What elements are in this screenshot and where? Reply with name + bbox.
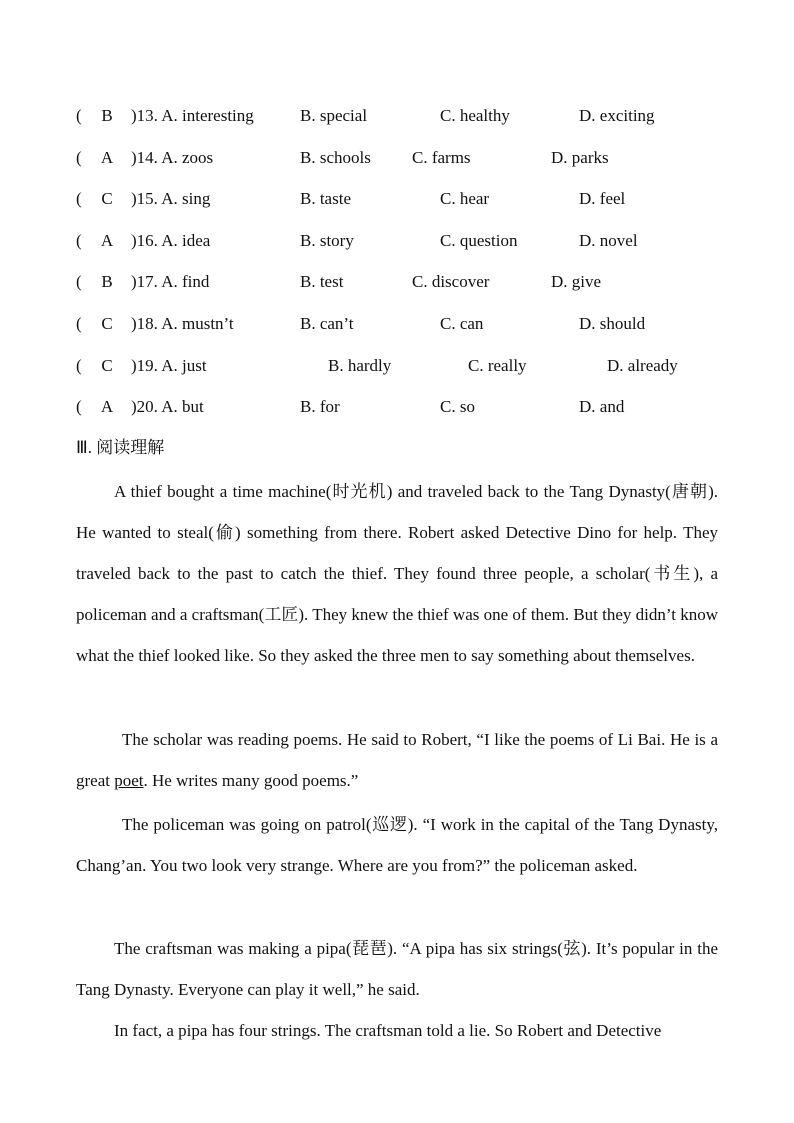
question-number-option-a: )14. A. zoos <box>131 148 214 167</box>
option-b: B. for <box>300 397 340 416</box>
option-b: B. test <box>300 272 344 291</box>
option-d: D. exciting <box>579 106 655 125</box>
section-title: Ⅲ. 阅读理解 <box>76 438 165 457</box>
answer-letter: B <box>101 106 113 125</box>
option-c: C. can <box>440 314 484 333</box>
paren-open: ( <box>76 314 82 333</box>
option-c: C. so <box>440 397 475 416</box>
option-b: B. can’t <box>300 314 354 333</box>
option-c: C. discover <box>412 272 490 291</box>
option-d: D. novel <box>579 231 638 250</box>
option-d: D. should <box>579 314 646 333</box>
option-c: C. really <box>468 356 527 375</box>
question-row-18 <box>76 312 736 336</box>
option-b: B. special <box>300 106 368 125</box>
answer-letter: C <box>101 314 113 333</box>
option-d: D. feel <box>579 189 626 208</box>
option-b: B. schools <box>300 148 371 167</box>
answer-letter: A <box>100 231 114 250</box>
option-c: C. question <box>440 231 518 250</box>
paren-open: ( <box>76 272 82 291</box>
option-b: B. story <box>300 231 354 250</box>
option-d: D. already <box>607 356 678 375</box>
paren-open: ( <box>76 397 82 416</box>
passage-paragraph-2 <box>76 719 718 801</box>
option-c: C. hear <box>440 189 490 208</box>
passage-paragraph-1: A thief bought a time machine(时光机) and traveled back to the Tang Dynasty(唐朝). He wanted to steal(偷) something from there. Robert asked Detective Dino for help. They traveled back to the past to catch the thief. They found three people, a scholar(书生), a policeman and a craftsman(工匠). They knew the thief was one of them. But they didn’t know what the thief looked like. So they asked the three men to say something about themselves. <box>76 482 718 665</box>
option-d: D. and <box>579 397 625 416</box>
question-number-option-a: )19. A. just <box>131 356 207 375</box>
question-number-option-a: )16. A. idea <box>131 231 211 250</box>
answer-letter: B <box>101 272 113 291</box>
passage-paragraph-4: The craftsman was making a pipa(琵琶). “A pipa has six strings(弦). It’s popular in the Tang Dynasty. Everyone can play it well,” he said. <box>76 939 718 999</box>
passage-paragraph-3: The policeman was going on patrol(巡逻). “I work in the capital of the Tang Dynasty, Chang’an. You two look very strange. Where are you from?” the policeman asked. <box>76 815 718 875</box>
option-b: B. hardly <box>328 356 392 375</box>
question-number-option-a: )13. A. interesting <box>131 106 254 125</box>
paren-open: ( <box>76 189 82 208</box>
question-row-20 <box>76 395 736 419</box>
paren-open: ( <box>76 356 82 375</box>
question-row-19 <box>76 354 736 378</box>
answer-letter: A <box>100 148 114 167</box>
question-row-13 <box>76 104 736 128</box>
answer-letter: A <box>100 397 114 416</box>
answer-letter: C <box>101 356 113 375</box>
passage-paragraph-5: In fact, a pipa has four strings. The craftsman told a lie. So Robert and Detective <box>114 1021 662 1040</box>
question-row-17 <box>76 270 736 294</box>
answer-letter: C <box>101 189 113 208</box>
paragraph-text: . He writes many good poems.” <box>143 771 359 790</box>
question-number-option-a: )15. A. sing <box>131 189 211 208</box>
question-row-16 <box>76 229 736 253</box>
option-b: B. taste <box>300 189 351 208</box>
option-d: D. give <box>551 272 602 291</box>
question-number-option-a: )18. A. mustn’t <box>131 314 234 333</box>
paren-open: ( <box>76 106 82 125</box>
option-c: C. farms <box>412 148 471 167</box>
question-row-14 <box>76 146 736 170</box>
paren-open: ( <box>76 148 82 167</box>
option-c: C. healthy <box>440 106 510 125</box>
question-number-option-a: )17. A. find <box>131 272 210 291</box>
paragraph-text: The scholar was reading poems. He said to Robert, “I like the poems of Li Bai. He is a great <box>76 730 718 790</box>
paren-open: ( <box>76 231 82 250</box>
question-row-15 <box>76 187 736 211</box>
question-number-option-a: )20. A. but <box>131 397 204 416</box>
option-d: D. parks <box>551 148 609 167</box>
underlined-word: poet <box>114 771 144 790</box>
